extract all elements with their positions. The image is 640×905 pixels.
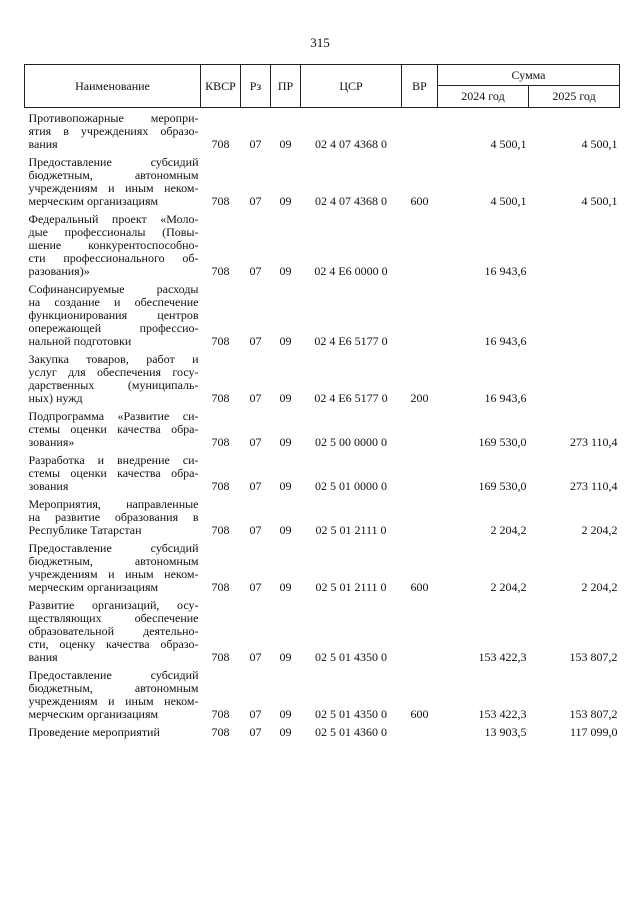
row-pr: 09: [279, 650, 292, 664]
row-kvsr: 708: [211, 650, 230, 664]
row-csr: 02 4 E6 5177 0: [314, 391, 388, 405]
row-sum-2025: [529, 212, 620, 279]
header-kvsr: КВСР: [201, 65, 241, 108]
row-sum-2024: 16 943,6: [484, 334, 527, 348]
row-name-line: вания: [28, 650, 58, 664]
row-name: [25, 668, 201, 722]
page-number: 315: [310, 35, 330, 50]
row-rz: 07: [249, 707, 262, 721]
row-vr: 600: [410, 580, 429, 594]
row-sum-2025: 2 204,2: [581, 523, 618, 537]
row-name-line: учреждениям и иным неком-: [28, 567, 199, 581]
row-name-line: Предоставление субсидий: [28, 668, 199, 682]
row-name: [25, 453, 201, 494]
row-name-line: дарственных (муниципаль-: [28, 378, 199, 392]
row-name-line: шение конкурентоспособно-: [28, 238, 199, 252]
row-pr: 09: [279, 580, 292, 594]
table-row: [25, 541, 620, 595]
row-vr: [402, 212, 438, 279]
row-kvsr: 708: [211, 391, 230, 405]
row-name-line: Развитие организаций, осу-: [28, 598, 199, 612]
row-name-line: Республике Татарстан: [28, 523, 142, 537]
row-sum-2024: 169 530,0: [478, 479, 527, 493]
row-kvsr: 708: [211, 580, 230, 594]
row-csr: 02 4 E6 0000 0: [314, 264, 388, 278]
row-name: [25, 352, 201, 406]
row-csr: 02 5 01 0000 0: [315, 479, 387, 493]
row-vr: [402, 725, 438, 740]
row-name-line: мерческим организациям: [28, 580, 159, 594]
row-vr: [402, 453, 438, 494]
row-rz: 07: [249, 264, 262, 278]
row-csr: 02 4 07 4368 0: [315, 194, 387, 208]
row-name-line: Противопожарные меропри-: [28, 111, 199, 125]
row-name-line: бюджетным, автономным: [28, 554, 199, 568]
row-sum-2024: 4 500,1: [490, 194, 527, 208]
row-name-line: Закупка товаров, работ и: [28, 352, 199, 366]
table-row: [25, 725, 620, 740]
row-name-line: вания: [28, 137, 58, 151]
row-kvsr: 708: [211, 264, 230, 278]
row-name-line: учреждениям и иным неком-: [28, 694, 199, 708]
row-pr: 09: [279, 391, 292, 405]
table-row: [25, 668, 620, 722]
row-sum-2024: 169 530,0: [478, 435, 527, 449]
header-sum: Сумма: [438, 65, 620, 86]
row-name-line: бюджетным, автономным: [28, 681, 199, 695]
row-name-line: стемы оценки качества обра-: [28, 422, 199, 436]
row-vr: 600: [410, 707, 429, 721]
row-sum-2025: 153 807,2: [569, 707, 618, 721]
table-row: [25, 352, 620, 406]
row-kvsr: 708: [211, 523, 230, 537]
row-name: [25, 409, 201, 450]
row-kvsr: 708: [211, 725, 230, 739]
row-name-line: на развитие образования в: [28, 510, 199, 524]
header-csr: ЦСР: [301, 65, 402, 108]
row-vr: 600: [410, 194, 429, 208]
row-sum-2025: 4 500,1: [581, 194, 618, 208]
row-pr: 09: [279, 479, 292, 493]
row-kvsr: 708: [211, 707, 230, 721]
row-name-line: бюджетным, автономным: [28, 168, 199, 182]
budget-table: [24, 64, 620, 740]
row-rz: 07: [249, 435, 262, 449]
row-name-line: ществляющих обеспечение: [28, 611, 199, 625]
row-name-line: зования: [28, 479, 69, 493]
row-name-line: нальной подготовки: [28, 334, 132, 348]
row-name-line: Мероприятия, направленные: [28, 497, 199, 511]
row-name-line: учреждениям и иным неком-: [28, 181, 199, 195]
row-name-line: Федеральный проект «Моло-: [28, 212, 199, 226]
header-year-2024: 2024 год: [438, 86, 529, 108]
row-name-line: сти профессионального об-: [28, 251, 199, 265]
row-csr: 02 5 01 2111 0: [315, 523, 387, 537]
header-rz: Рз: [241, 65, 271, 108]
row-pr: 09: [279, 194, 292, 208]
row-sum-2024: 16 943,6: [484, 391, 527, 405]
header-year-2025: 2025 год: [529, 86, 620, 108]
row-csr: 02 5 01 4350 0: [315, 650, 387, 664]
row-name-line: опережающей профессио-: [28, 321, 199, 335]
table-row: [25, 497, 620, 538]
table-row: [25, 409, 620, 450]
row-name-line: Разработка и внедрение си-: [28, 453, 199, 467]
row-sum-2024: 16 943,6: [484, 264, 527, 278]
table-row: [25, 453, 620, 494]
row-csr: 02 4 07 4368 0: [315, 137, 387, 151]
row-pr: 09: [279, 435, 292, 449]
header-name: Наименование: [25, 65, 201, 108]
row-vr: [402, 409, 438, 450]
row-pr: 09: [279, 523, 292, 537]
row-name-line: образовательной деятельно-: [28, 624, 199, 638]
row-rz: 07: [249, 391, 262, 405]
table-header: [25, 65, 620, 108]
row-sum-2025: [529, 352, 620, 406]
row-kvsr: 708: [211, 479, 230, 493]
row-rz: 07: [249, 580, 262, 594]
row-name-line: ных) нужд: [28, 391, 83, 405]
row-name-line: дые профессионалы (Повы-: [28, 225, 199, 239]
row-name-line: услуг для обеспечения госу-: [28, 365, 199, 379]
table-row: [25, 598, 620, 665]
header-vr: ВР: [402, 65, 438, 108]
row-name: [25, 212, 201, 279]
row-pr: 09: [279, 725, 292, 739]
row-rz: 07: [249, 137, 262, 151]
row-name-line: Предоставление субсидий: [28, 155, 199, 169]
row-sum-2024: 153 422,3: [478, 707, 527, 721]
row-sum-2025: 153 807,2: [569, 650, 618, 664]
row-rz: 07: [249, 523, 262, 537]
row-pr: 09: [279, 334, 292, 348]
row-name: [25, 155, 201, 209]
row-name-line: ятия в учреждениях образо-: [28, 124, 199, 138]
row-csr: 02 4 E6 5177 0: [314, 334, 388, 348]
row-vr: [402, 598, 438, 665]
row-name-line: Предоставление субсидий: [28, 541, 199, 555]
row-sum-2024: 2 204,2: [490, 523, 527, 537]
row-name: [25, 497, 201, 538]
row-name-line: разования)»: [28, 264, 90, 278]
header-pr: ПР: [271, 65, 301, 108]
row-sum-2024: 4 500,1: [490, 137, 527, 151]
row-name: [25, 725, 201, 740]
row-kvsr: 708: [211, 194, 230, 208]
row-csr: 02 5 01 4350 0: [315, 707, 387, 721]
row-name: [25, 541, 201, 595]
row-rz: 07: [249, 650, 262, 664]
row-name-line: Софинансируемые расходы: [28, 282, 199, 296]
row-sum-2024: 153 422,3: [478, 650, 527, 664]
row-name-line: мерческим организациям: [28, 707, 159, 721]
row-sum-2024: 2 204,2: [490, 580, 527, 594]
row-rz: 07: [249, 725, 262, 739]
row-vr: 200: [410, 391, 429, 405]
table-row: [25, 155, 620, 209]
row-csr: 02 5 01 2111 0: [315, 580, 387, 594]
row-vr: [402, 497, 438, 538]
row-name: [25, 282, 201, 349]
table-row: [25, 111, 620, 152]
row-name-line: функционирования центров: [28, 308, 199, 322]
row-rz: 07: [249, 479, 262, 493]
row-name: [25, 111, 201, 152]
table-body: [25, 108, 620, 741]
row-name-line: зования»: [28, 435, 75, 449]
row-name: [25, 598, 201, 665]
row-pr: 09: [279, 707, 292, 721]
table-row: [25, 282, 620, 349]
row-name-line: Проведение мероприятий: [28, 725, 160, 739]
row-csr: 02 5 01 4360 0: [315, 725, 387, 739]
row-kvsr: 708: [211, 137, 230, 151]
row-name-line: сти, оценку качества образо-: [28, 637, 199, 651]
row-kvsr: 708: [211, 435, 230, 449]
row-name-line: стемы оценки качества обра-: [28, 466, 199, 480]
row-name-line: на создание и обеспечение: [28, 295, 199, 309]
table-row: [25, 212, 620, 279]
row-sum-2024: 13 903,5: [484, 725, 527, 739]
row-rz: 07: [249, 194, 262, 208]
row-rz: 07: [249, 334, 262, 348]
row-sum-2025: [529, 282, 620, 349]
row-csr: 02 5 00 0000 0: [315, 435, 387, 449]
row-vr: [402, 282, 438, 349]
row-sum-2025: 117 099,0: [569, 725, 618, 739]
row-name-line: Подпрограмма «Развитие си-: [28, 409, 199, 423]
row-name-line: мерческим организациям: [28, 194, 159, 208]
row-vr: [402, 111, 438, 152]
row-kvsr: 708: [211, 334, 230, 348]
row-sum-2025: 273 110,4: [569, 479, 618, 493]
row-sum-2025: 4 500,1: [581, 137, 618, 151]
row-pr: 09: [279, 264, 292, 278]
row-sum-2025: 273 110,4: [569, 435, 618, 449]
row-sum-2025: 2 204,2: [581, 580, 618, 594]
row-pr: 09: [279, 137, 292, 151]
